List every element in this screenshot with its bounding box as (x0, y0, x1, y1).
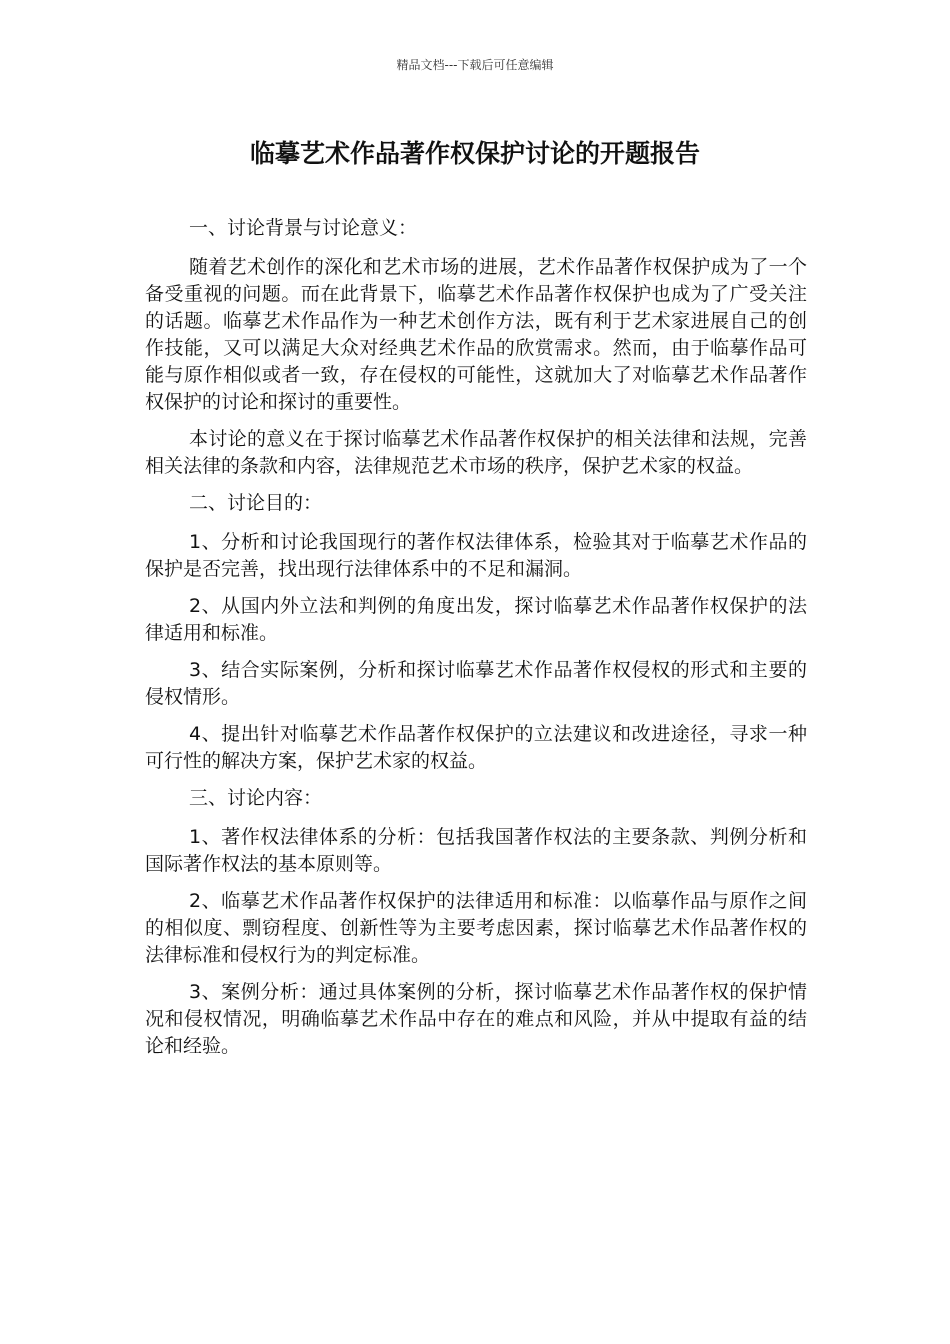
content-item-3: 3、案例分析：通过具体案例的分析，探讨临摹艺术作品著作权的保护情况和侵权情况，明确临摹艺术作品中存在的难点和风险，并从中提取有益的结论和经验。 (145, 981, 807, 1057)
section-heading-background: 一、讨论背景与讨论意义： (189, 217, 418, 239)
purpose-item-2: 2、从国内外立法和判例的角度出发，探讨临摹艺术作品著作权保护的法律适用和标准。 (145, 595, 807, 644)
paragraph-background: 随着艺术创作的深化和艺术市场的进展，艺术作品著作权保护成为了一个备受重视的问题。而在此背景下，临摹艺术作品著作权保护也成为了广受关注的话题。临摹艺术作品作为一种艺术创作方法，既有利于艺术家进展自己的创作技能，又可以满足大众对经典艺术作品的欣赏需求。然而，由于临摹作品可能与原作相似或者一致，存在侵权的可能性，这就加大了对临摹艺术作品著作权保护的讨论和探讨的重要性。 (145, 256, 807, 413)
document-body (145, 215, 807, 1070)
document-title: 临摹艺术作品著作权保护讨论的开题报告 (249, 139, 700, 168)
content-item-2: 2、临摹艺术作品著作权保护的法律适用和标准：以临摹作品与原作之间的相似度、剽窃程度、创新性等为主要考虑因素，探讨临摹艺术作品著作权的法律标准和侵权行为的判定标准。 (145, 890, 807, 966)
content-item-1: 1、著作权法律体系的分析：包括我国著作权法的主要条款、判例分析和国际著作权法的基本原则等。 (145, 826, 807, 875)
purpose-item-3: 3、结合实际案例，分析和探讨临摹艺术作品著作权侵权的形式和主要的侵权情形。 (145, 659, 807, 708)
page-header: 精品文档---下载后可任意编辑 (396, 58, 554, 72)
paragraph-significance: 本讨论的意义在于探讨临摹艺术作品著作权保护的相关法律和法规，完善相关法律的条款和内容，法律规范艺术市场的秩序，保护艺术家的权益。 (145, 428, 807, 477)
section-heading-purpose: 二、讨论目的： (189, 492, 323, 514)
purpose-item-1: 1、分析和讨论我国现行的著作权法律体系，检验其对于临摹艺术作品的保护是否完善，找出现行法律体系中的不足和漏洞。 (145, 531, 807, 580)
section-heading-content: 三、讨论内容： (189, 787, 323, 809)
purpose-item-4: 4、提出针对临摹艺术作品著作权保护的立法建议和改进途径，寻求一种可行性的解决方案，保护艺术家的权益。 (145, 723, 807, 772)
